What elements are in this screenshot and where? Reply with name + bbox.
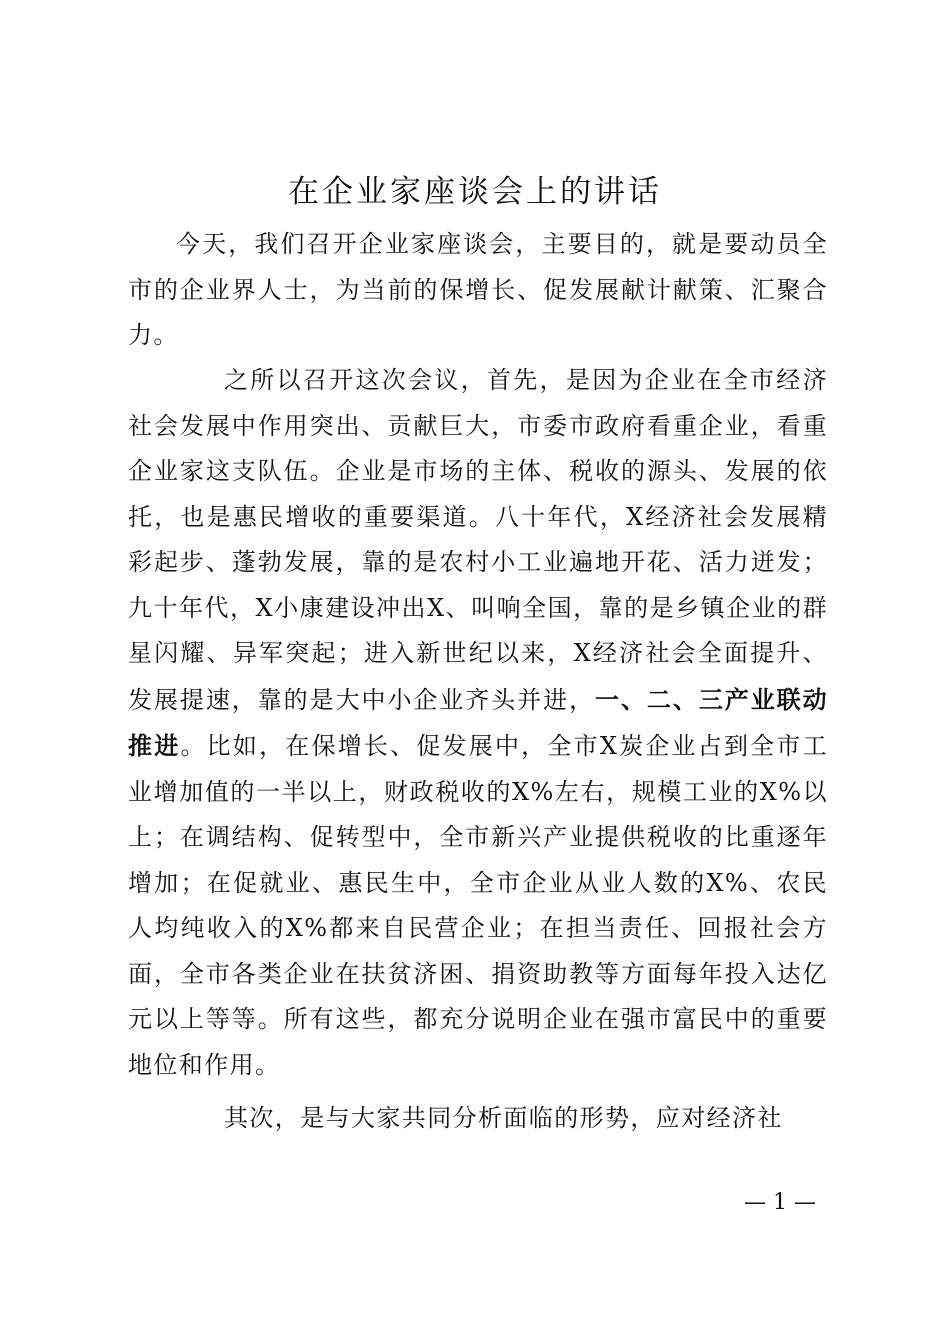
page-number: — 1 — xyxy=(744,1190,816,1215)
paragraph-2-bold-phrase: 一、二、三产业联动推进 xyxy=(128,684,828,760)
paragraph-1: 今天，我们召开企业家座谈会，主要目的，就是要动员全市的企业界人士，为当前的保增长、促发展献计献策、汇聚合力。 xyxy=(128,230,828,349)
document-title: 在企业家座谈会上的讲话 xyxy=(288,174,662,210)
paragraph-3: 其次，是与大家共同分析面临的形势，应对经济社 xyxy=(224,1104,783,1132)
paragraph-2-text-start: 之所以召开这次会议，首先，是因为企业在全市经济社会发展中作用突出、贡献巨大，市委市政府看重企业，看重企业家这支队伍。企业是市场的主体、税收的源头、发展的依托，也是惠民增收的重要渠道。八十年代，X经济社会发展精彩起步、蓬勃发展，靠的是农村小工业遍地开花、活力迸发；九十年代，X小康建设冲出X、叫响全国，靠的是乡镇企业的群星闪耀、异军突起；进入新世纪以来，X经济社会全面提升、发展提速，靠的是大中小企业齐头并进， xyxy=(128,366,828,714)
paragraph-2-text-end: 。比如，在保增长、促发展中，全市X炭企业占到全市工业增加值的一半以上，财政税收的X%左右，规模工业的X%以上；在调结构、促转型中，全市新兴产业提供税收的比重逐年增加；在促就业、惠民生中，全市企业从业人数的X%、农民人均纯收入的X%都来自民营企业；在担当责任、回报社会方面，全市各类企业在扶贫济困、捐资助教等方面每年投入达亿元以上等等。所有这些，都充分说明企业在强市富民中的重要地位和作用。 xyxy=(128,732,828,1079)
paragraph-2 xyxy=(128,358,828,1088)
